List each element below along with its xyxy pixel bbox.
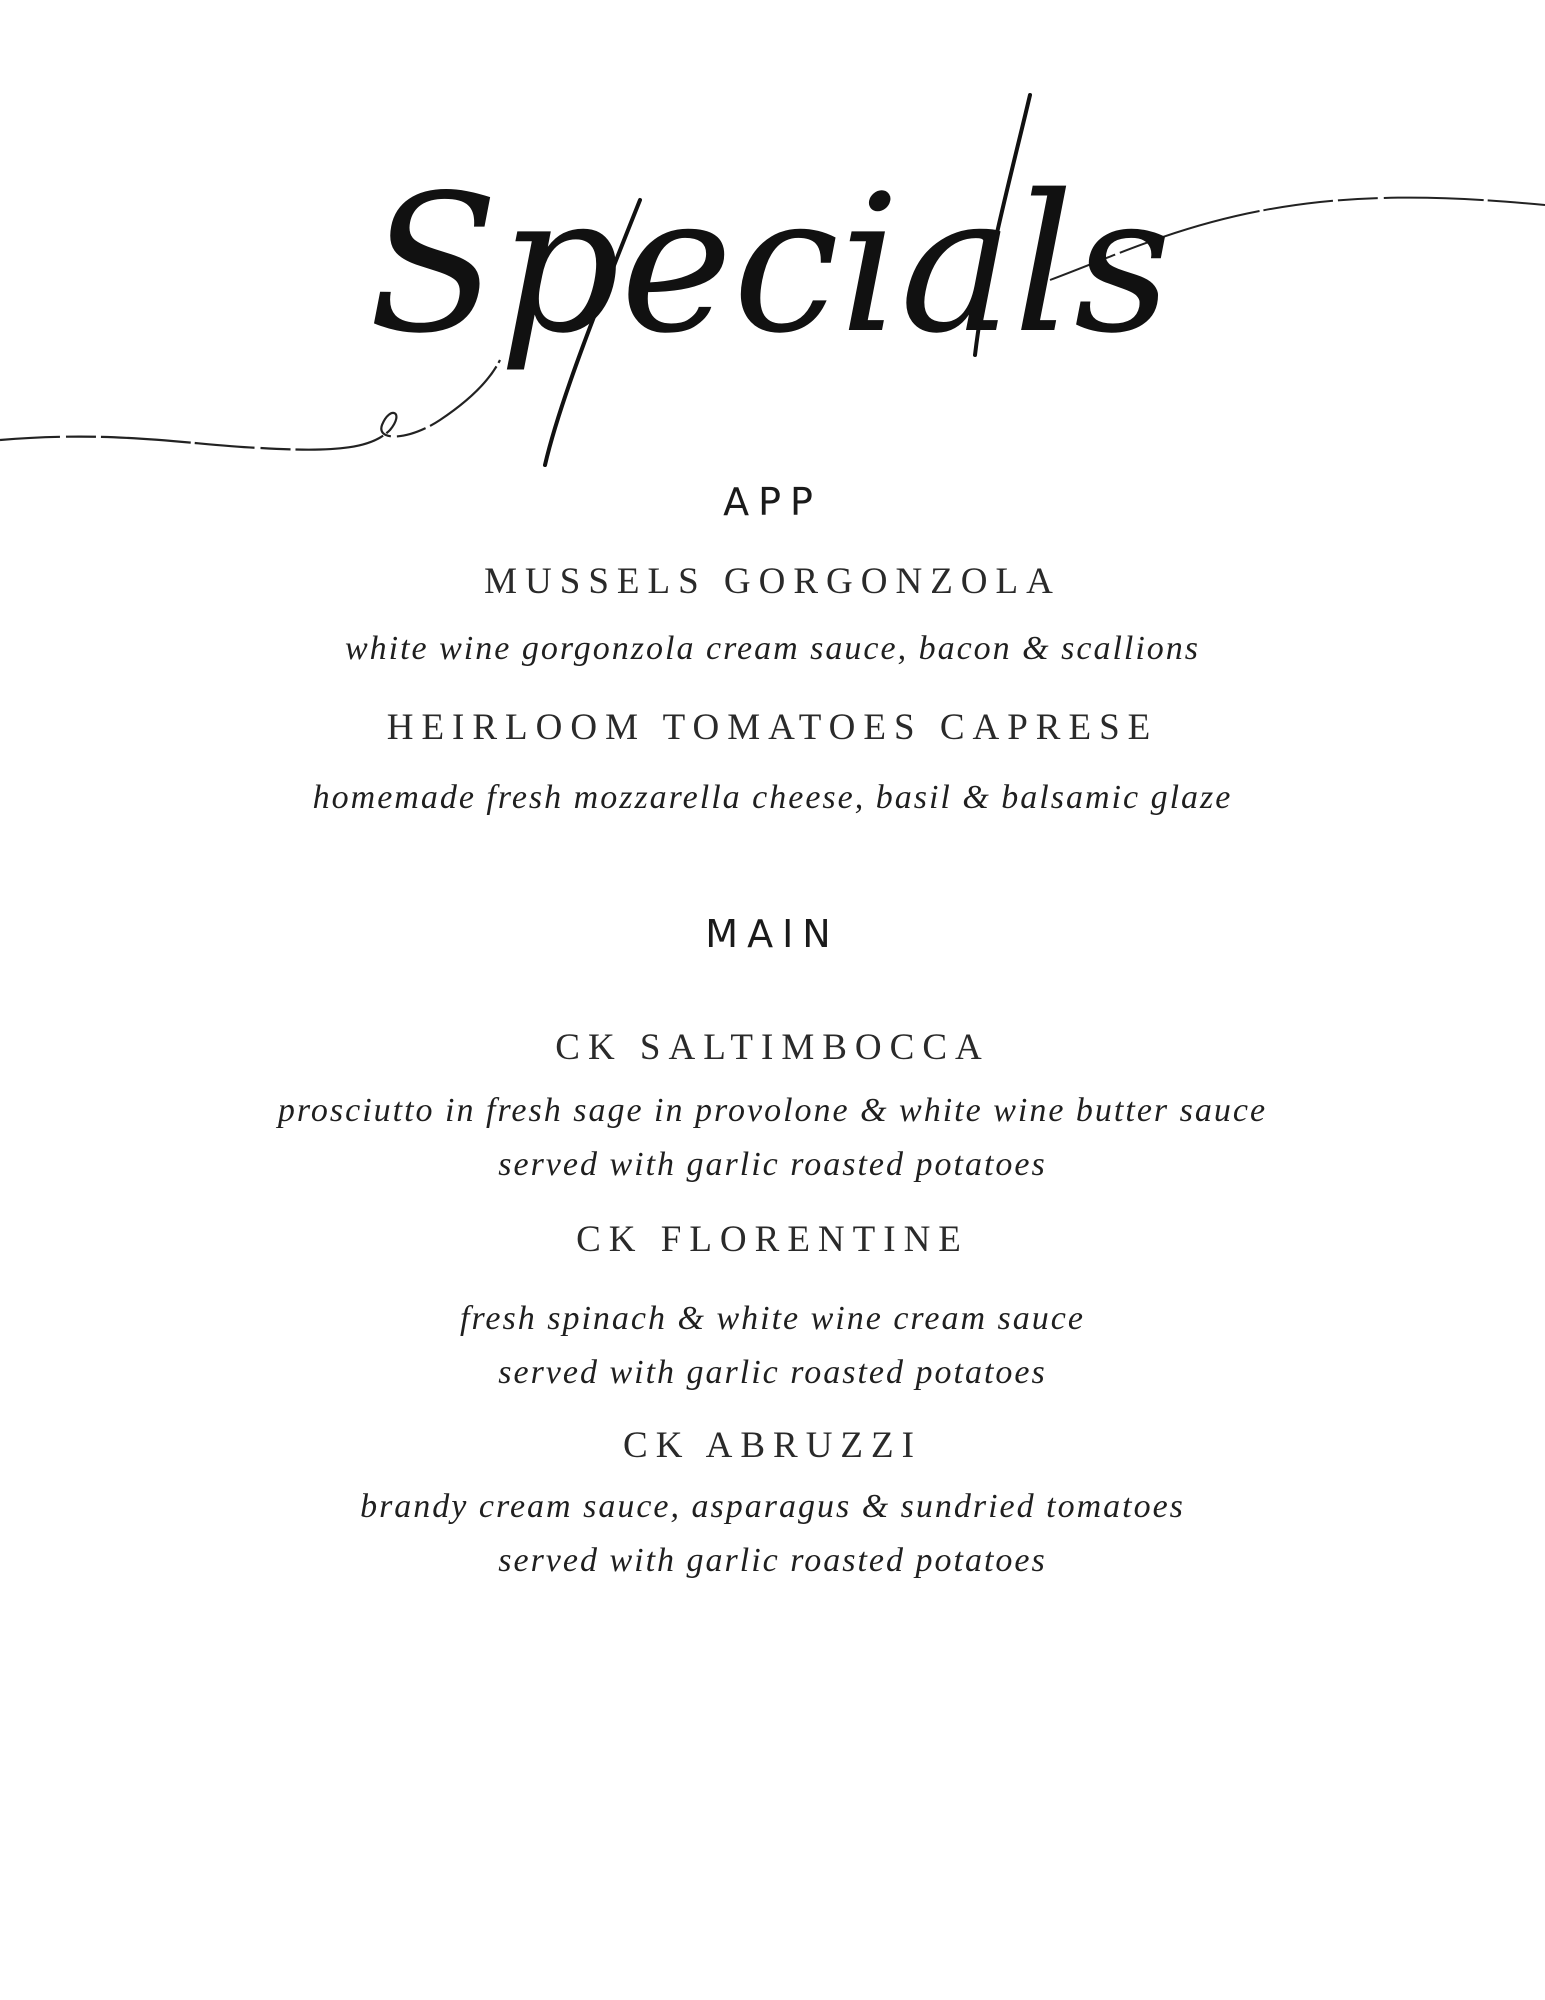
dish-description: served with garlic roasted potatoes: [498, 1146, 1047, 1183]
dish-description: fresh spinach & white wine cream sauce: [460, 1300, 1085, 1337]
dish-name-ck-abruzzi: CK ABRUZZI: [623, 1425, 922, 1466]
dish-description: homemade fresh mozzarella cheese, basil & balsamic glaze: [312, 779, 1233, 816]
dish-name-ck-florentine: CK FLORENTINE: [576, 1219, 969, 1260]
dish-description: served with garlic roasted potatoes: [498, 1542, 1047, 1579]
title-flourish: [0, 0, 1545, 480]
dish-name-ck-saltimbocca: CK SALTIMBOCCA: [555, 1027, 990, 1068]
dish-name-mussels-gorgonzola: MUSSELS GORGONZOLA: [484, 561, 1061, 602]
dish-description: served with garlic roasted potatoes: [498, 1354, 1047, 1391]
section-heading-main: MAIN: [705, 912, 840, 956]
page-title: Specials: [368, 154, 1172, 375]
section-heading-app: APP: [723, 480, 822, 524]
dish-name-heirloom-tomatoes-caprese: HEIRLOOM TOMATOES CAPRESE: [386, 707, 1159, 748]
dish-description: white wine gorgonzola cream sauce, bacon & scallions: [344, 630, 1201, 667]
dish-description: prosciutto in fresh sage in provolone & white wine butter sauce: [277, 1092, 1268, 1129]
dish-description: brandy cream sauce, asparagus & sundried tomatoes: [360, 1488, 1185, 1525]
